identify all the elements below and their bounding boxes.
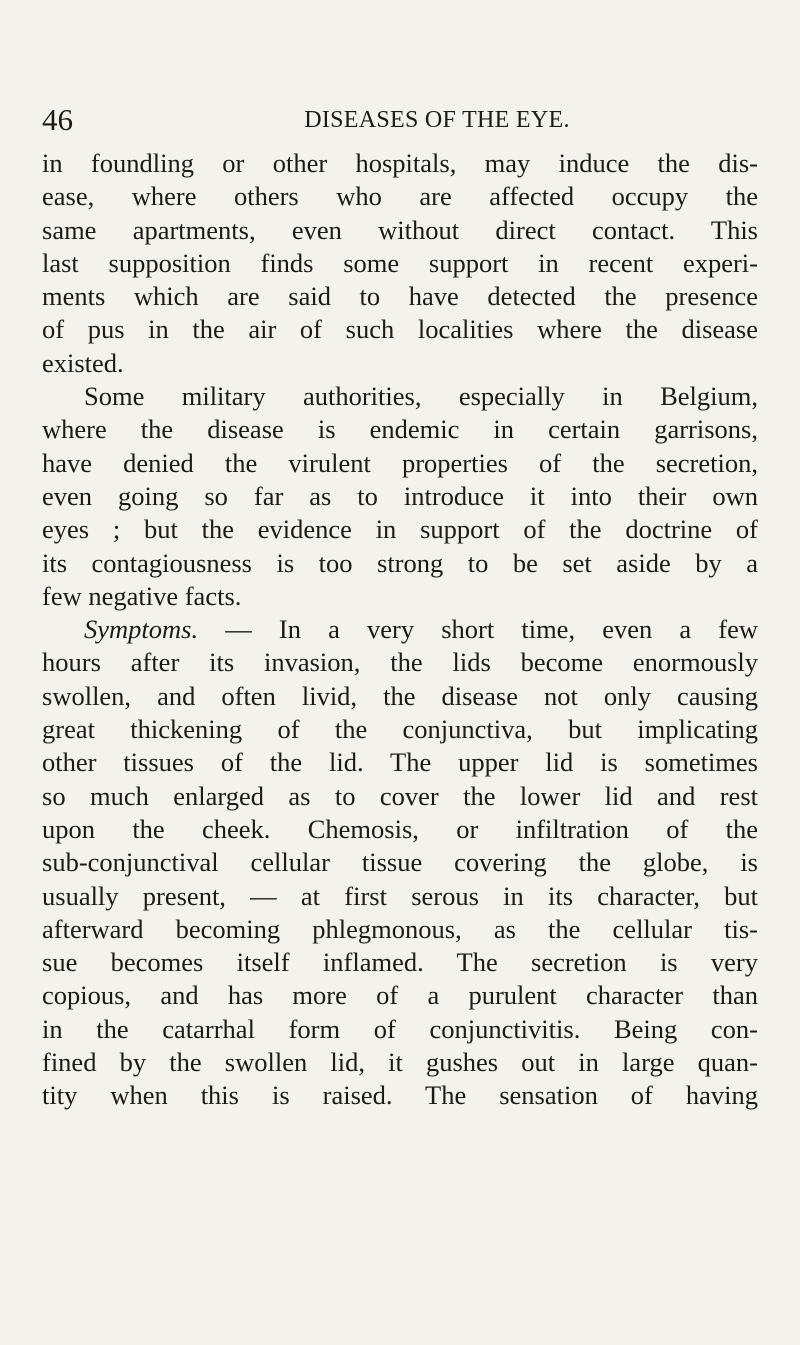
text-line: so much enlarged as to cover the lower lid and rest <box>42 780 758 811</box>
text-line: last supposition finds some support in recent experi- <box>42 247 758 278</box>
text-line: in the catarrhal form of conjunctivitis. Being con- <box>42 1013 758 1044</box>
text-line: even going so far as to introduce it into their own <box>42 480 758 511</box>
text-line: ease, where others who are affected occupy the <box>42 181 758 212</box>
text-line <box>42 613 758 646</box>
text-line: of pus in the air of such localities where the disease <box>42 314 758 345</box>
text-line: same apartments, even without direct contact. This <box>42 214 758 245</box>
text-line: great thickening of the conjunctiva, but implicating <box>42 714 758 745</box>
text-line: sub-conjunctival cellular tissue covering the globe, is <box>42 847 758 878</box>
text-line: usually present, — at first serous in its character, but <box>42 880 758 911</box>
text-line: ments which are said to have detected the presence <box>42 281 758 312</box>
text-line: existed. <box>42 347 124 378</box>
text-line: swollen, and often livid, the disease not only causing <box>42 680 758 711</box>
text-line: afterward becoming phlegmonous, as the cellular tis- <box>42 913 758 944</box>
text-line: other tissues of the lid. The upper lid is sometimes <box>42 747 758 778</box>
text-line-rest: — In a very short time, even a few <box>225 614 758 645</box>
text-line: its contagiousness is too strong to be set aside by a <box>42 547 758 578</box>
body-text <box>42 147 758 1113</box>
text-line: sue becomes itself inflamed. The secretion is very <box>42 947 758 978</box>
text-line: few negative facts. <box>42 580 242 611</box>
section-heading: Symptoms. <box>84 614 199 645</box>
text-line: copious, and has more of a purulent character than <box>42 980 758 1011</box>
text-line: tity when this is raised. The sensation of having <box>42 1080 758 1111</box>
text-line: have denied the virulent properties of the secretion, <box>42 447 758 478</box>
running-title: DISEASES OF THE EYE. <box>304 107 570 133</box>
text-line: fined by the swollen lid, it gushes out in large quan- <box>42 1047 758 1078</box>
page-number: 46 <box>42 102 73 137</box>
page-header <box>42 100 758 140</box>
text-line: hours after its invasion, the lids become enormously <box>42 647 758 678</box>
text-line: upon the cheek. Chemosis, or infiltration of the <box>42 813 758 844</box>
text-line: eyes ; but the evidence in support of the doctrine of <box>42 514 758 545</box>
text-line: where the disease is endemic in certain garrisons, <box>42 414 758 445</box>
text-line: Some military authorities, especially in Belgium, <box>84 381 758 412</box>
text-line: in foundling or other hospitals, may induce the dis- <box>42 148 758 178</box>
